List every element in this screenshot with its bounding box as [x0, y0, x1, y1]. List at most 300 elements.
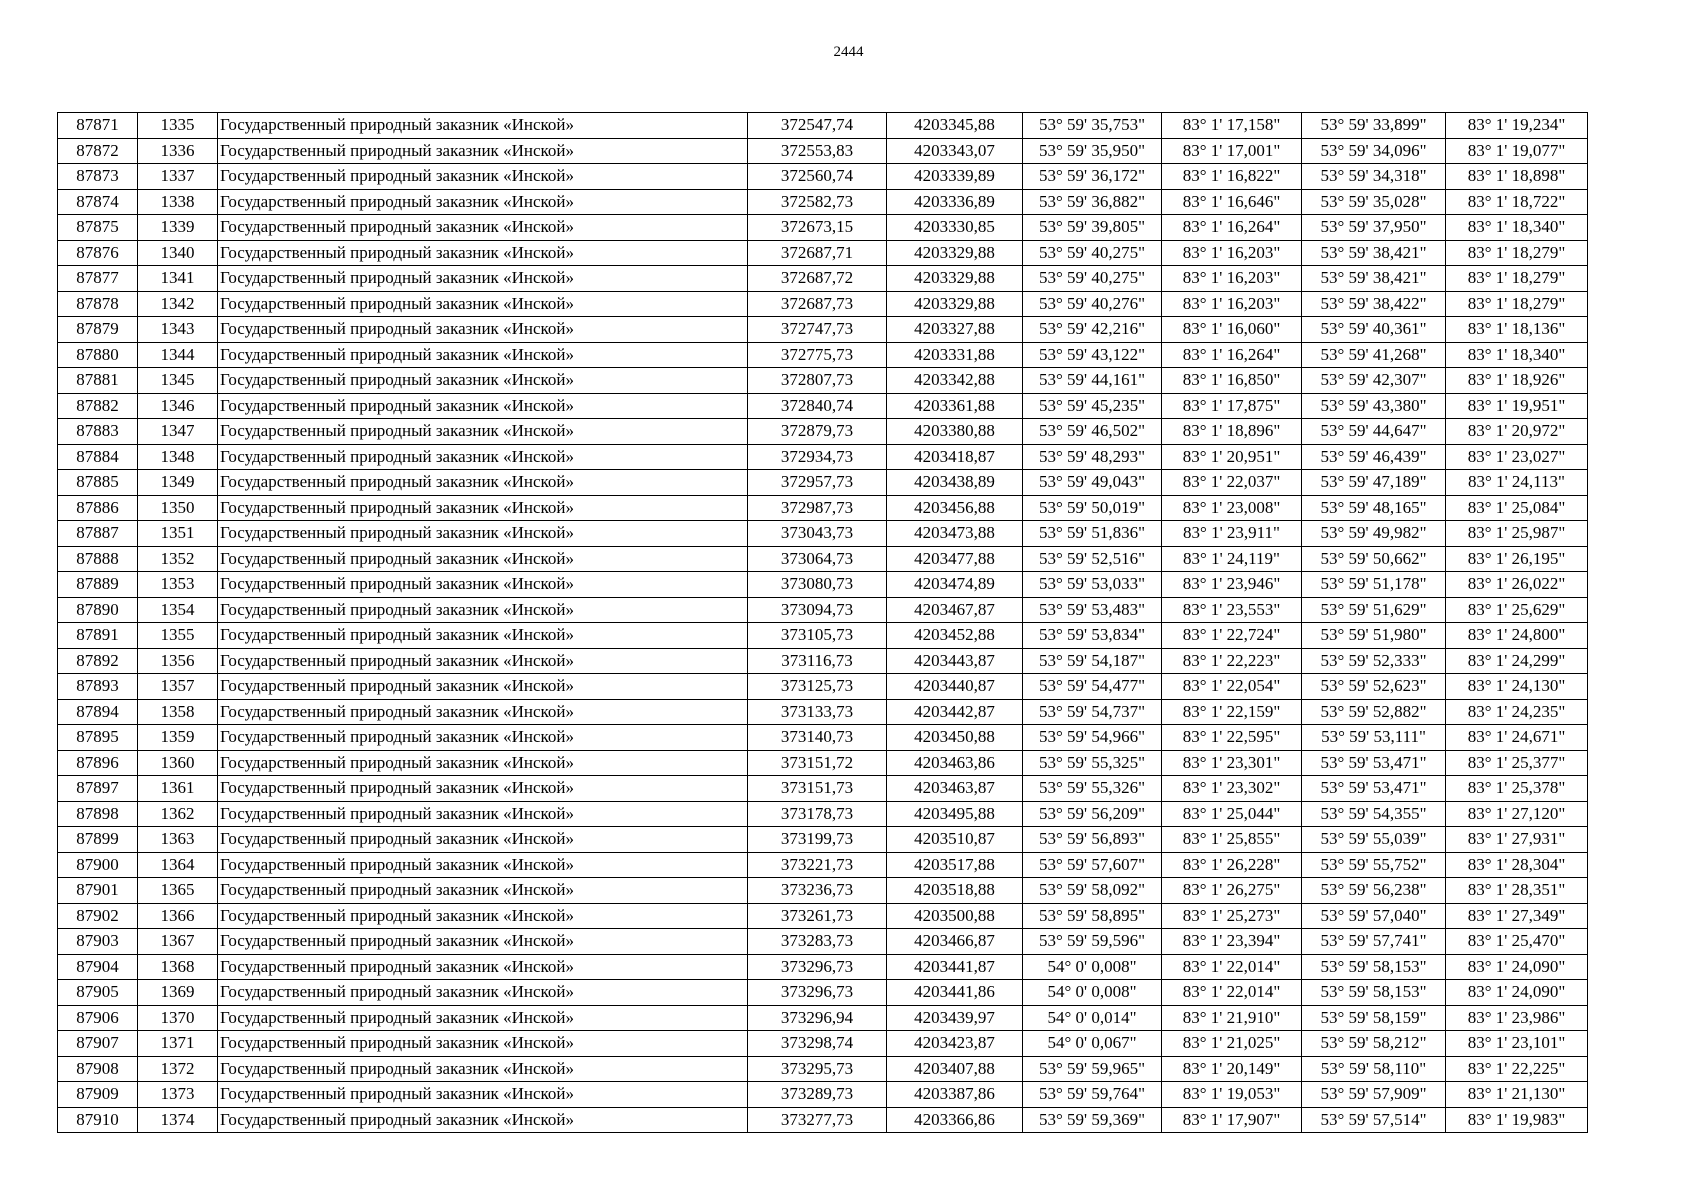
- latitude-1-cell: 53° 59' 36,882": [1023, 189, 1162, 215]
- longitude-2-cell: 83° 1' 24,090": [1446, 980, 1588, 1006]
- point-number-cell: 1344: [138, 342, 218, 368]
- point-number-cell: 1359: [138, 725, 218, 751]
- coord-x-cell: 373151,72: [748, 750, 887, 776]
- longitude-2-cell: 83° 1' 22,225": [1446, 1056, 1588, 1082]
- latitude-1-cell: 53° 59' 53,834": [1023, 623, 1162, 649]
- latitude-2-cell: 53° 59' 47,189": [1302, 470, 1446, 496]
- row-number-cell: 87901: [58, 878, 138, 904]
- coord-x-cell: 372582,73: [748, 189, 887, 215]
- coord-y-cell: 4203456,88: [887, 495, 1023, 521]
- table-row: [58, 572, 1588, 598]
- latitude-1-cell: 54° 0' 0,008": [1023, 954, 1162, 980]
- coord-y-cell: 4203463,86: [887, 750, 1023, 776]
- point-number-cell: 1351: [138, 521, 218, 547]
- territory-name-cell: Государственный природный заказник «Инской»: [218, 266, 748, 292]
- table-row: [58, 1056, 1588, 1082]
- longitude-1-cell: 83° 1' 16,264": [1162, 215, 1302, 241]
- coord-y-cell: 4203477,88: [887, 546, 1023, 572]
- row-number-cell: 87892: [58, 648, 138, 674]
- latitude-2-cell: 53° 59' 53,471": [1302, 776, 1446, 802]
- table-row: [58, 980, 1588, 1006]
- latitude-2-cell: 53° 59' 48,165": [1302, 495, 1446, 521]
- point-number-cell: 1356: [138, 648, 218, 674]
- coord-x-cell: 373125,73: [748, 674, 887, 700]
- row-number-cell: 87873: [58, 164, 138, 190]
- longitude-2-cell: 83° 1' 18,279": [1446, 240, 1588, 266]
- coord-y-cell: 4203441,86: [887, 980, 1023, 1006]
- longitude-2-cell: 83° 1' 19,077": [1446, 138, 1588, 164]
- row-number-cell: 87889: [58, 572, 138, 598]
- coord-x-cell: 372553,83: [748, 138, 887, 164]
- table-row: [58, 725, 1588, 751]
- coord-x-cell: 373295,73: [748, 1056, 887, 1082]
- coord-y-cell: 4203329,88: [887, 291, 1023, 317]
- table-row: [58, 1031, 1588, 1057]
- table-row: [58, 393, 1588, 419]
- coord-y-cell: 4203441,87: [887, 954, 1023, 980]
- latitude-1-cell: 53° 59' 40,275": [1023, 240, 1162, 266]
- latitude-1-cell: 53° 59' 59,596": [1023, 929, 1162, 955]
- point-number-cell: 1353: [138, 572, 218, 598]
- latitude-1-cell: 53° 59' 54,966": [1023, 725, 1162, 751]
- longitude-2-cell: 83° 1' 23,986": [1446, 1005, 1588, 1031]
- territory-name-cell: Государственный природный заказник «Инской»: [218, 495, 748, 521]
- latitude-2-cell: 53° 59' 34,318": [1302, 164, 1446, 190]
- table-row: [58, 113, 1588, 139]
- territory-name-cell: Государственный природный заказник «Инской»: [218, 113, 748, 139]
- longitude-1-cell: 83° 1' 22,014": [1162, 954, 1302, 980]
- row-number-cell: 87880: [58, 342, 138, 368]
- territory-name-cell: Государственный природный заказник «Инской»: [218, 725, 748, 751]
- territory-name-cell: Государственный природный заказник «Инской»: [218, 1031, 748, 1057]
- point-number-cell: 1348: [138, 444, 218, 470]
- coord-x-cell: 373064,73: [748, 546, 887, 572]
- territory-name-cell: Государственный природный заказник «Инской»: [218, 444, 748, 470]
- coord-y-cell: 4203438,89: [887, 470, 1023, 496]
- longitude-1-cell: 83° 1' 16,646": [1162, 189, 1302, 215]
- longitude-2-cell: 83° 1' 26,195": [1446, 546, 1588, 572]
- row-number-cell: 87875: [58, 215, 138, 241]
- point-number-cell: 1367: [138, 929, 218, 955]
- row-number-cell: 87884: [58, 444, 138, 470]
- table-row: [58, 521, 1588, 547]
- point-number-cell: 1373: [138, 1082, 218, 1108]
- latitude-1-cell: 53° 59' 53,033": [1023, 572, 1162, 598]
- coord-x-cell: 373221,73: [748, 852, 887, 878]
- longitude-1-cell: 83° 1' 24,119": [1162, 546, 1302, 572]
- latitude-2-cell: 53° 59' 34,096": [1302, 138, 1446, 164]
- longitude-2-cell: 83° 1' 19,951": [1446, 393, 1588, 419]
- row-number-cell: 87872: [58, 138, 138, 164]
- coord-x-cell: 373105,73: [748, 623, 887, 649]
- longitude-2-cell: 83° 1' 18,926": [1446, 368, 1588, 394]
- row-number-cell: 87909: [58, 1082, 138, 1108]
- point-number-cell: 1340: [138, 240, 218, 266]
- latitude-1-cell: 53° 59' 36,172": [1023, 164, 1162, 190]
- territory-name-cell: Государственный природный заказник «Инской»: [218, 827, 748, 853]
- latitude-1-cell: 54° 0' 0,008": [1023, 980, 1162, 1006]
- coord-x-cell: 373080,73: [748, 572, 887, 598]
- coord-x-cell: 373261,73: [748, 903, 887, 929]
- longitude-2-cell: 83° 1' 28,304": [1446, 852, 1588, 878]
- row-number-cell: 87888: [58, 546, 138, 572]
- coord-y-cell: 4203366,86: [887, 1107, 1023, 1133]
- row-number-cell: 87894: [58, 699, 138, 725]
- latitude-1-cell: 53° 59' 49,043": [1023, 470, 1162, 496]
- longitude-2-cell: 83° 1' 24,113": [1446, 470, 1588, 496]
- latitude-2-cell: 53° 59' 51,980": [1302, 623, 1446, 649]
- latitude-2-cell: 53° 59' 58,153": [1302, 980, 1446, 1006]
- latitude-1-cell: 53° 59' 39,805": [1023, 215, 1162, 241]
- point-number-cell: 1369: [138, 980, 218, 1006]
- coord-y-cell: 4203387,86: [887, 1082, 1023, 1108]
- coord-x-cell: 372687,71: [748, 240, 887, 266]
- latitude-1-cell: 53° 59' 56,209": [1023, 801, 1162, 827]
- longitude-1-cell: 83° 1' 25,855": [1162, 827, 1302, 853]
- coord-y-cell: 4203418,87: [887, 444, 1023, 470]
- coord-y-cell: 4203474,89: [887, 572, 1023, 598]
- longitude-2-cell: 83° 1' 27,120": [1446, 801, 1588, 827]
- point-number-cell: 1365: [138, 878, 218, 904]
- latitude-1-cell: 53° 59' 53,483": [1023, 597, 1162, 623]
- table-row: [58, 1082, 1588, 1108]
- latitude-2-cell: 53° 59' 53,111": [1302, 725, 1446, 751]
- territory-name-cell: Государственный природный заказник «Инской»: [218, 342, 748, 368]
- coord-x-cell: 373199,73: [748, 827, 887, 853]
- row-number-cell: 87908: [58, 1056, 138, 1082]
- coordinates-table: [57, 112, 1588, 1133]
- coord-y-cell: 4203517,88: [887, 852, 1023, 878]
- table-row: [58, 903, 1588, 929]
- latitude-1-cell: 53° 59' 44,161": [1023, 368, 1162, 394]
- coord-x-cell: 372673,15: [748, 215, 887, 241]
- coord-x-cell: 372957,73: [748, 470, 887, 496]
- coord-x-cell: 372747,73: [748, 317, 887, 343]
- point-number-cell: 1362: [138, 801, 218, 827]
- coord-y-cell: 4203380,88: [887, 419, 1023, 445]
- coord-x-cell: 373043,73: [748, 521, 887, 547]
- latitude-2-cell: 53° 59' 55,039": [1302, 827, 1446, 853]
- latitude-1-cell: 54° 0' 0,067": [1023, 1031, 1162, 1057]
- territory-name-cell: Государственный природный заказник «Инской»: [218, 699, 748, 725]
- coord-y-cell: 4203331,88: [887, 342, 1023, 368]
- table-row: [58, 291, 1588, 317]
- table-row: [58, 699, 1588, 725]
- point-number-cell: 1343: [138, 317, 218, 343]
- latitude-2-cell: 53° 59' 57,040": [1302, 903, 1446, 929]
- longitude-1-cell: 83° 1' 16,264": [1162, 342, 1302, 368]
- longitude-2-cell: 83° 1' 26,022": [1446, 572, 1588, 598]
- territory-name-cell: Государственный природный заказник «Инской»: [218, 954, 748, 980]
- territory-name-cell: Государственный природный заказник «Инской»: [218, 419, 748, 445]
- row-number-cell: 87910: [58, 1107, 138, 1133]
- longitude-2-cell: 83° 1' 25,378": [1446, 776, 1588, 802]
- longitude-2-cell: 83° 1' 18,136": [1446, 317, 1588, 343]
- coord-y-cell: 4203440,87: [887, 674, 1023, 700]
- territory-name-cell: Государственный природный заказник «Инской»: [218, 648, 748, 674]
- row-number-cell: 87897: [58, 776, 138, 802]
- longitude-1-cell: 83° 1' 20,951": [1162, 444, 1302, 470]
- coord-y-cell: 4203450,88: [887, 725, 1023, 751]
- point-number-cell: 1347: [138, 419, 218, 445]
- row-number-cell: 87886: [58, 495, 138, 521]
- table-row: [58, 164, 1588, 190]
- point-number-cell: 1358: [138, 699, 218, 725]
- latitude-2-cell: 53° 59' 51,629": [1302, 597, 1446, 623]
- territory-name-cell: Государственный природный заказник «Инской»: [218, 801, 748, 827]
- longitude-2-cell: 83° 1' 27,349": [1446, 903, 1588, 929]
- table-row: [58, 546, 1588, 572]
- row-number-cell: 87877: [58, 266, 138, 292]
- longitude-1-cell: 83° 1' 19,053": [1162, 1082, 1302, 1108]
- coord-y-cell: 4203407,88: [887, 1056, 1023, 1082]
- point-number-cell: 1364: [138, 852, 218, 878]
- longitude-1-cell: 83° 1' 22,223": [1162, 648, 1302, 674]
- table-row: [58, 929, 1588, 955]
- latitude-1-cell: 53° 59' 48,293": [1023, 444, 1162, 470]
- coord-y-cell: 4203329,88: [887, 240, 1023, 266]
- latitude-2-cell: 53° 59' 35,028": [1302, 189, 1446, 215]
- longitude-2-cell: 83° 1' 23,101": [1446, 1031, 1588, 1057]
- longitude-2-cell: 83° 1' 18,722": [1446, 189, 1588, 215]
- coord-x-cell: 372987,73: [748, 495, 887, 521]
- longitude-1-cell: 83° 1' 22,724": [1162, 623, 1302, 649]
- latitude-2-cell: 53° 59' 50,662": [1302, 546, 1446, 572]
- table-row: [58, 852, 1588, 878]
- row-number-cell: 87906: [58, 1005, 138, 1031]
- coord-y-cell: 4203361,88: [887, 393, 1023, 419]
- longitude-2-cell: 83° 1' 25,470": [1446, 929, 1588, 955]
- longitude-2-cell: 83° 1' 25,377": [1446, 750, 1588, 776]
- territory-name-cell: Государственный природный заказник «Инской»: [218, 215, 748, 241]
- latitude-2-cell: 53° 59' 58,110": [1302, 1056, 1446, 1082]
- point-number-cell: 1339: [138, 215, 218, 241]
- longitude-1-cell: 83° 1' 22,037": [1162, 470, 1302, 496]
- territory-name-cell: Государственный природный заказник «Инской»: [218, 1107, 748, 1133]
- territory-name-cell: Государственный природный заказник «Инской»: [218, 521, 748, 547]
- coord-x-cell: 372687,72: [748, 266, 887, 292]
- coord-x-cell: 372807,73: [748, 368, 887, 394]
- latitude-1-cell: 53° 59' 40,275": [1023, 266, 1162, 292]
- longitude-2-cell: 83° 1' 18,340": [1446, 215, 1588, 241]
- latitude-1-cell: 53° 59' 54,737": [1023, 699, 1162, 725]
- point-number-cell: 1346: [138, 393, 218, 419]
- table-row: [58, 342, 1588, 368]
- coord-x-cell: 373283,73: [748, 929, 887, 955]
- table-row: [58, 189, 1588, 215]
- longitude-2-cell: 83° 1' 28,351": [1446, 878, 1588, 904]
- longitude-1-cell: 83° 1' 23,911": [1162, 521, 1302, 547]
- row-number-cell: 87898: [58, 801, 138, 827]
- longitude-1-cell: 83° 1' 22,159": [1162, 699, 1302, 725]
- longitude-1-cell: 83° 1' 17,907": [1162, 1107, 1302, 1133]
- longitude-1-cell: 83° 1' 22,014": [1162, 980, 1302, 1006]
- coord-y-cell: 4203495,88: [887, 801, 1023, 827]
- longitude-1-cell: 83° 1' 17,158": [1162, 113, 1302, 139]
- coord-y-cell: 4203339,89: [887, 164, 1023, 190]
- territory-name-cell: Государственный природный заказник «Инской»: [218, 674, 748, 700]
- row-number-cell: 87882: [58, 393, 138, 419]
- coord-x-cell: 372934,73: [748, 444, 887, 470]
- latitude-1-cell: 53° 59' 40,276": [1023, 291, 1162, 317]
- table-row: [58, 878, 1588, 904]
- coord-x-cell: 373277,73: [748, 1107, 887, 1133]
- longitude-1-cell: 83° 1' 22,054": [1162, 674, 1302, 700]
- territory-name-cell: Государственный природный заказник «Инской»: [218, 852, 748, 878]
- table-body: [58, 113, 1588, 1133]
- coord-y-cell: 4203510,87: [887, 827, 1023, 853]
- point-number-cell: 1335: [138, 113, 218, 139]
- point-number-cell: 1360: [138, 750, 218, 776]
- longitude-2-cell: 83° 1' 24,130": [1446, 674, 1588, 700]
- longitude-2-cell: 83° 1' 18,340": [1446, 342, 1588, 368]
- longitude-1-cell: 83° 1' 26,228": [1162, 852, 1302, 878]
- longitude-1-cell: 83° 1' 23,946": [1162, 572, 1302, 598]
- longitude-2-cell: 83° 1' 24,235": [1446, 699, 1588, 725]
- longitude-1-cell: 83° 1' 21,910": [1162, 1005, 1302, 1031]
- latitude-2-cell: 53° 59' 44,647": [1302, 419, 1446, 445]
- table-row: [58, 954, 1588, 980]
- coord-y-cell: 4203443,87: [887, 648, 1023, 674]
- coord-y-cell: 4203336,89: [887, 189, 1023, 215]
- coord-y-cell: 4203467,87: [887, 597, 1023, 623]
- longitude-1-cell: 83° 1' 23,008": [1162, 495, 1302, 521]
- territory-name-cell: Государственный природный заказник «Инской»: [218, 368, 748, 394]
- point-number-cell: 1349: [138, 470, 218, 496]
- row-number-cell: 87904: [58, 954, 138, 980]
- latitude-2-cell: 53° 59' 38,421": [1302, 266, 1446, 292]
- longitude-1-cell: 83° 1' 17,875": [1162, 393, 1302, 419]
- latitude-1-cell: 53° 59' 58,092": [1023, 878, 1162, 904]
- point-number-cell: 1345: [138, 368, 218, 394]
- coord-x-cell: 373094,73: [748, 597, 887, 623]
- row-number-cell: 87907: [58, 1031, 138, 1057]
- latitude-1-cell: 53° 59' 43,122": [1023, 342, 1162, 368]
- longitude-1-cell: 83° 1' 16,203": [1162, 291, 1302, 317]
- point-number-cell: 1350: [138, 495, 218, 521]
- latitude-2-cell: 53° 59' 38,421": [1302, 240, 1446, 266]
- coord-y-cell: 4203500,88: [887, 903, 1023, 929]
- latitude-2-cell: 53° 59' 58,159": [1302, 1005, 1446, 1031]
- longitude-1-cell: 83° 1' 23,301": [1162, 750, 1302, 776]
- latitude-1-cell: 53° 59' 59,965": [1023, 1056, 1162, 1082]
- territory-name-cell: Государственный природный заказник «Инской»: [218, 189, 748, 215]
- coord-x-cell: 373140,73: [748, 725, 887, 751]
- longitude-1-cell: 83° 1' 25,273": [1162, 903, 1302, 929]
- point-number-cell: 1361: [138, 776, 218, 802]
- longitude-2-cell: 83° 1' 18,279": [1446, 291, 1588, 317]
- territory-name-cell: Государственный природный заказник «Инской»: [218, 572, 748, 598]
- latitude-2-cell: 53° 59' 33,899": [1302, 113, 1446, 139]
- coord-x-cell: 372775,73: [748, 342, 887, 368]
- coord-y-cell: 4203473,88: [887, 521, 1023, 547]
- longitude-2-cell: 83° 1' 25,629": [1446, 597, 1588, 623]
- latitude-1-cell: 53° 59' 35,753": [1023, 113, 1162, 139]
- table-row: [58, 648, 1588, 674]
- row-number-cell: 87878: [58, 291, 138, 317]
- coord-y-cell: 4203327,88: [887, 317, 1023, 343]
- coord-y-cell: 4203466,87: [887, 929, 1023, 955]
- longitude-2-cell: 83° 1' 25,987": [1446, 521, 1588, 547]
- latitude-1-cell: 53° 59' 50,019": [1023, 495, 1162, 521]
- row-number-cell: 87887: [58, 521, 138, 547]
- longitude-2-cell: 83° 1' 24,299": [1446, 648, 1588, 674]
- longitude-1-cell: 83° 1' 26,275": [1162, 878, 1302, 904]
- row-number-cell: 87890: [58, 597, 138, 623]
- territory-name-cell: Государственный природный заказник «Инской»: [218, 1082, 748, 1108]
- territory-name-cell: Государственный природный заказник «Инской»: [218, 878, 748, 904]
- latitude-2-cell: 53° 59' 40,361": [1302, 317, 1446, 343]
- longitude-1-cell: 83° 1' 23,302": [1162, 776, 1302, 802]
- row-number-cell: 87895: [58, 725, 138, 751]
- table-row: [58, 470, 1588, 496]
- point-number-cell: 1368: [138, 954, 218, 980]
- longitude-1-cell: 83° 1' 22,595": [1162, 725, 1302, 751]
- coord-x-cell: 373296,73: [748, 980, 887, 1006]
- latitude-1-cell: 53° 59' 55,325": [1023, 750, 1162, 776]
- coord-x-cell: 372840,74: [748, 393, 887, 419]
- table-row: [58, 801, 1588, 827]
- longitude-2-cell: 83° 1' 25,084": [1446, 495, 1588, 521]
- table-row: [58, 623, 1588, 649]
- table-row: [58, 750, 1588, 776]
- longitude-2-cell: 83° 1' 24,671": [1446, 725, 1588, 751]
- coord-y-cell: 4203442,87: [887, 699, 1023, 725]
- longitude-1-cell: 83° 1' 16,203": [1162, 266, 1302, 292]
- territory-name-cell: Государственный природный заказник «Инской»: [218, 1005, 748, 1031]
- latitude-1-cell: 53° 59' 56,893": [1023, 827, 1162, 853]
- table-row: [58, 1005, 1588, 1031]
- coord-y-cell: 4203330,85: [887, 215, 1023, 241]
- latitude-1-cell: 53° 59' 54,187": [1023, 648, 1162, 674]
- coord-x-cell: 373298,74: [748, 1031, 887, 1057]
- latitude-2-cell: 53° 59' 52,623": [1302, 674, 1446, 700]
- table-row: [58, 776, 1588, 802]
- latitude-1-cell: 53° 59' 35,950": [1023, 138, 1162, 164]
- latitude-2-cell: 53° 59' 57,514": [1302, 1107, 1446, 1133]
- point-number-cell: 1337: [138, 164, 218, 190]
- coord-x-cell: 372560,74: [748, 164, 887, 190]
- table-row: [58, 495, 1588, 521]
- longitude-2-cell: 83° 1' 21,130": [1446, 1082, 1588, 1108]
- coord-x-cell: 373116,73: [748, 648, 887, 674]
- territory-name-cell: Государственный природный заказник «Инской»: [218, 546, 748, 572]
- longitude-2-cell: 83° 1' 23,027": [1446, 444, 1588, 470]
- coord-y-cell: 4203439,97: [887, 1005, 1023, 1031]
- longitude-1-cell: 83° 1' 23,553": [1162, 597, 1302, 623]
- row-number-cell: 87903: [58, 929, 138, 955]
- longitude-2-cell: 83° 1' 18,898": [1446, 164, 1588, 190]
- longitude-1-cell: 83° 1' 16,203": [1162, 240, 1302, 266]
- longitude-2-cell: 83° 1' 24,800": [1446, 623, 1588, 649]
- table-row: [58, 240, 1588, 266]
- longitude-2-cell: 83° 1' 19,234": [1446, 113, 1588, 139]
- latitude-1-cell: 53° 59' 57,607": [1023, 852, 1162, 878]
- table-row: [58, 266, 1588, 292]
- territory-name-cell: Государственный природный заказник «Инской»: [218, 138, 748, 164]
- table-row: [58, 1107, 1588, 1133]
- row-number-cell: 87893: [58, 674, 138, 700]
- latitude-1-cell: 53° 59' 58,895": [1023, 903, 1162, 929]
- table-row: [58, 597, 1588, 623]
- longitude-1-cell: 83° 1' 18,896": [1162, 419, 1302, 445]
- point-number-cell: 1370: [138, 1005, 218, 1031]
- latitude-2-cell: 53° 59' 46,439": [1302, 444, 1446, 470]
- row-number-cell: 87905: [58, 980, 138, 1006]
- latitude-2-cell: 53° 59' 55,752": [1302, 852, 1446, 878]
- territory-name-cell: Государственный природный заказник «Инской»: [218, 164, 748, 190]
- longitude-1-cell: 83° 1' 23,394": [1162, 929, 1302, 955]
